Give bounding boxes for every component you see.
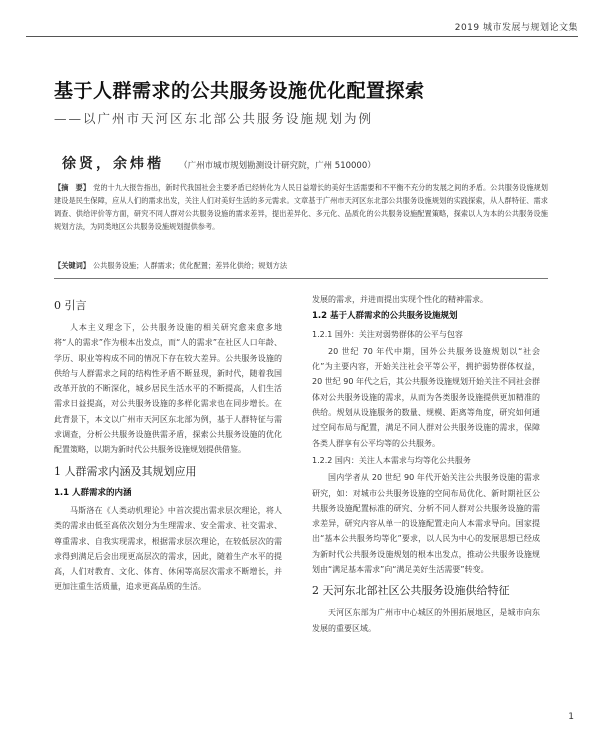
paragraph: 马斯洛在《人类动机理论》中首次提出需求层次理论，将人类的需求由低至高依次划分为生理需求、安全需求、社交需求、尊重需求、自我实现需求，根据需求层次理论，在较低层次的需求得到满足后会出现更高层次的需求，因此，随着生产水平的提高，人们对教育、文化、体育、休闲等高层次需求不断增长，并更加注重生活质量，追求更高品质的生活。 bbox=[54, 505, 282, 592]
right-column bbox=[312, 292, 540, 638]
abstract bbox=[54, 181, 548, 233]
keywords-text: 公共服务设施；人群需求；优化配置；差异化供给；规划方法 bbox=[92, 261, 288, 270]
left-column bbox=[54, 292, 282, 597]
keywords bbox=[54, 261, 548, 271]
subsubsection-heading-1-2-1: 1.2.1 国外：关注对弱势群体的公平与包容 bbox=[312, 329, 463, 339]
header-rule bbox=[26, 36, 578, 37]
page-number: 1 bbox=[568, 712, 574, 722]
authors: 徐贤，余炜楷 bbox=[62, 156, 164, 172]
author-line bbox=[62, 153, 376, 173]
section-heading-2: 2 天河东北部社区公共服务设施供给特征 bbox=[312, 584, 510, 598]
subsection-heading-1-1: 1.1 人群需求的内涵 bbox=[54, 487, 132, 498]
paper-subtitle: ——以广州市天河区东北部公共服务设施规划为例 bbox=[54, 111, 374, 126]
paragraph: 人本主义理念下，公共服务设施的相关研究愈来愈多地将“人的需求”作为根本出发点，而“人的需求”在社区人口年龄、学历、职业等构成不同的情况下存在较大差异。公共服务设施的供给与人群需求之间的结构性矛盾不断显现，新时代，随着我国改革开放的不断深化，城乡居民生活水平的不断提高，人们生活需求日益提高，对公共服务设施的多样化需求也在同步增长。在此背景下，本文以广州市天河区东北部为例，基于人群特征与需求调查，分析公共服务设施供需矛盾，探索公共服务设施的优化配置策略，以期为新时代公共服务设施规划提供借鉴。 bbox=[54, 323, 282, 455]
subsection-heading-1-2: 1.2 基于人群需求的公共服务设施规划 bbox=[312, 311, 458, 322]
subsubsection-heading-1-2-2: 1.2.2 国内：关注人本需求与均等化公共服务 bbox=[312, 455, 471, 465]
section-heading-intro: 0 引言 bbox=[54, 299, 87, 312]
affiliation: （广州市城市规划勘测设计研究院，广州 510000） bbox=[179, 161, 376, 171]
keywords-label: 【关键词】 bbox=[54, 261, 90, 270]
paper-title: 基于人群需求的公共服务设施优化配置探索 bbox=[54, 80, 425, 102]
running-head: 2019 城市发展与规划论文集 bbox=[454, 23, 578, 33]
abstract-label: 【摘 要】 bbox=[54, 183, 91, 192]
section-heading-1: 1 人群需求内涵及其规划应用 bbox=[54, 464, 197, 478]
paragraph: 发展的需求，并进而提出实现个性化的精神需求。 bbox=[312, 295, 488, 304]
paragraph: 20 世纪 70 年代中期，国外公共服务设施规划以“社会化”为主要内容，开始关注社会平等公平，拥护弱势群体权益，20 世纪 90 年代之后，其公共服务设施规划开始关注不同社会群体对公共服务设施的需求，从而为各类服务设施提供更加精准的供给。规划从设施服务的数量、规模、距离等角度，研究如何通过空间布局与配置，满足不同人群对公共服务设施的需求，保障各类人群享有公平均等的公共服务。 bbox=[312, 346, 540, 448]
paragraph: 天河区东部为广州市中心城区的外围拓展地区，是城市向东发展的重要区域。 bbox=[312, 608, 540, 633]
paragraph: 国内学者从 20 世纪 90 年代开始关注公共服务设施的需求研究，如：对城市公共服务设施的空间布局优化、新时期社区公共服务设施配置标准的研究、分析不同人群对公共服务设施的需求差异，研究内容从单一的设施配置走向人本需求导向。国家提出“基本公共服务均等化”要求，以人民为中心的发展思想已经成为新时代公共服务设施规划的根本出发点，推动公共服务设施规划由“满足基本需求”向“满足美好生活需要”转变。 bbox=[312, 473, 540, 575]
abstract-text: 党的十九大报告指出，新时代我国社会主要矛盾已经转化为人民日益增长的美好生活需要和不平衡不充分的发展之间的矛盾。公共服务设施规划建设是民生保障，应从人们的需求出发，关注人们对美好生活的多元需求。文章基于广州市天河区东北部公共服务设施规划的实践探索，从人群特征、需求调查、供给评价等方面，研究不同人群对公共服务设施的需求差异，提出差异化、多元化、品质化的公共服务设施配置策略，探索以人为本的公共服务设施规划方法，为同类地区公共服务设施规划提供参考。 bbox=[54, 183, 548, 231]
abstract-rule bbox=[54, 278, 548, 279]
